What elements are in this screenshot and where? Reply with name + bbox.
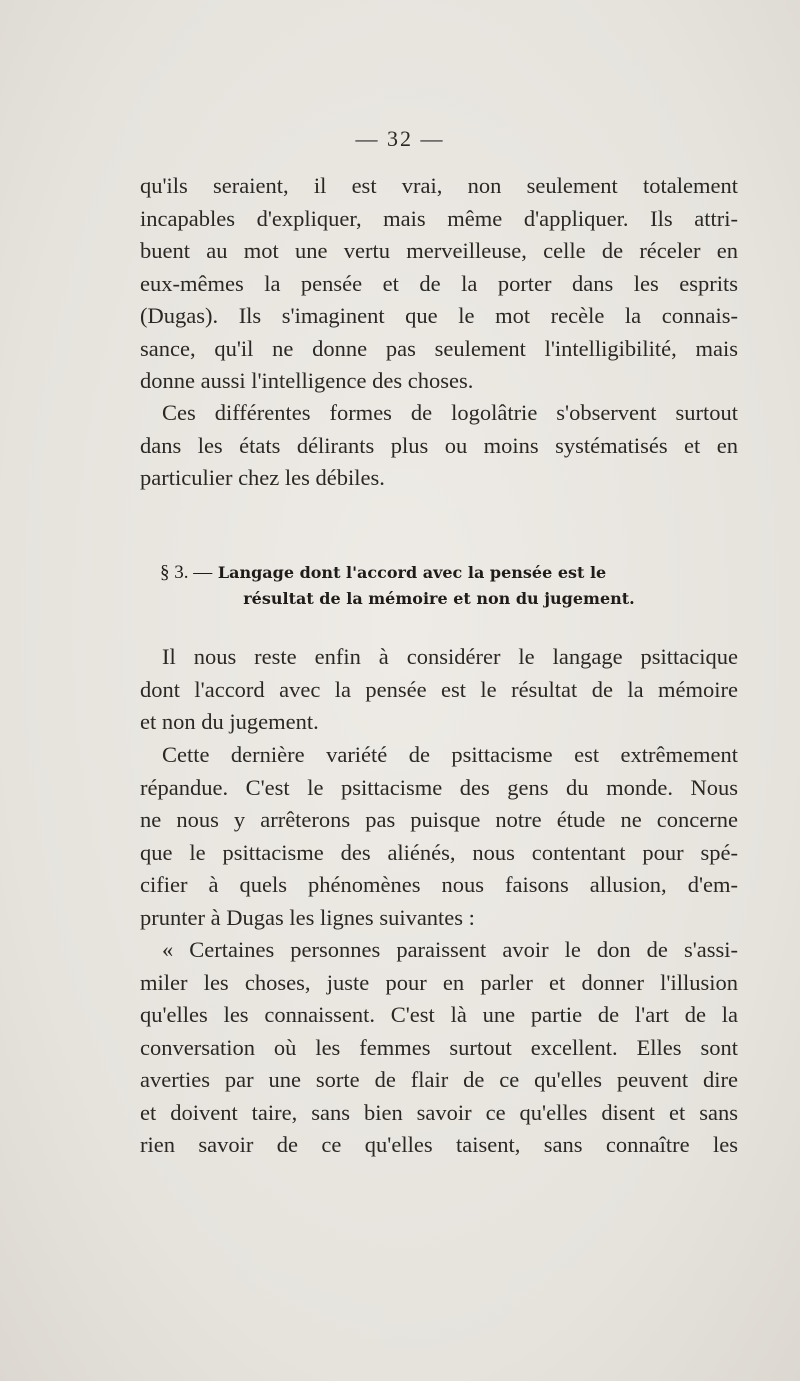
paragraph-2 (140, 397, 738, 495)
paragraph-5-quote (140, 934, 738, 1162)
text-line: ne nous y arrêterons pas puisque notre étude ne concerne (140, 807, 738, 832)
text-line: Cette dernière variété de psittacisme est extrêmement (162, 742, 738, 767)
section-number: § 3. — (160, 562, 213, 583)
text-line: prunter à Dugas les lignes suivantes : (140, 904, 475, 930)
text-line: (Dugas). Ils s'imaginent que le mot recèle la connais- (140, 303, 738, 328)
paragraph-1 (140, 170, 738, 398)
text-line: cifier à quels phénomènes nous faisons allusion, d'em- (140, 872, 738, 897)
text-line: que le psittacisme des aliénés, nous contentant pour spé- (140, 839, 738, 865)
text-line: donne aussi l'intelligence des choses. (140, 368, 474, 393)
text-line: sance, qu'il ne donne pas seulement l'intelligibilité, mais (140, 335, 738, 361)
text-line: qu'elles les connaissent. C'est là une partie de l'art de la (140, 1002, 738, 1027)
text-line: dans les états délirants plus ou moins systématisés et en (140, 432, 738, 458)
paragraph-3 (140, 641, 738, 739)
text-line: buent au mot une vertu merveilleuse, celle de réceler en (140, 238, 738, 263)
paragraph-4 (140, 739, 738, 934)
text-line: dont l'accord avec la pensée est le résultat de la mémoire (140, 676, 738, 702)
text-line: rien savoir de ce qu'elles taisent, sans connaître les (140, 1132, 738, 1157)
text-line: conversation où les femmes surtout excellent. Elles sont (140, 1034, 738, 1060)
text-line: et doivent taire, sans bien savoir ce qu'elles disent et sans (140, 1099, 738, 1125)
text-line: Ces différentes formes de logolâtrie s'observent surtout (162, 400, 738, 425)
text-line: Il nous reste enfin à considérer le langage psittacique (162, 644, 738, 669)
section-heading (140, 560, 738, 612)
text-line: averties par une sorte de flair de ce qu'elles peuvent dire (140, 1067, 738, 1092)
text-line: « Certaines personnes paraissent avoir le don de s'assi- (162, 937, 738, 962)
text-line: miler les choses, juste pour en parler et donner l'illusion (140, 969, 738, 995)
text-line: particulier chez les débiles. (140, 465, 385, 490)
text-line: et non du jugement. (140, 709, 319, 734)
section-heading-line-1 (140, 560, 738, 586)
text-line: incapables d'expliquer, mais même d'appliquer. Ils attri- (140, 205, 738, 231)
text-line: eux-mêmes la pensée et de la porter dans les esprits (140, 270, 738, 296)
section-title-part-1: Langage dont l'accord avec la pensée est le (217, 563, 607, 582)
text-line: qu'ils seraient, il est vrai, non seulement totalement (140, 173, 738, 198)
section-title-part-2: résultat de la mémoire et non du jugement. (243, 589, 635, 608)
page-number: — 32 — (355, 126, 445, 151)
text-line: répandue. C'est le psittacisme des gens du monde. Nous (140, 774, 738, 800)
